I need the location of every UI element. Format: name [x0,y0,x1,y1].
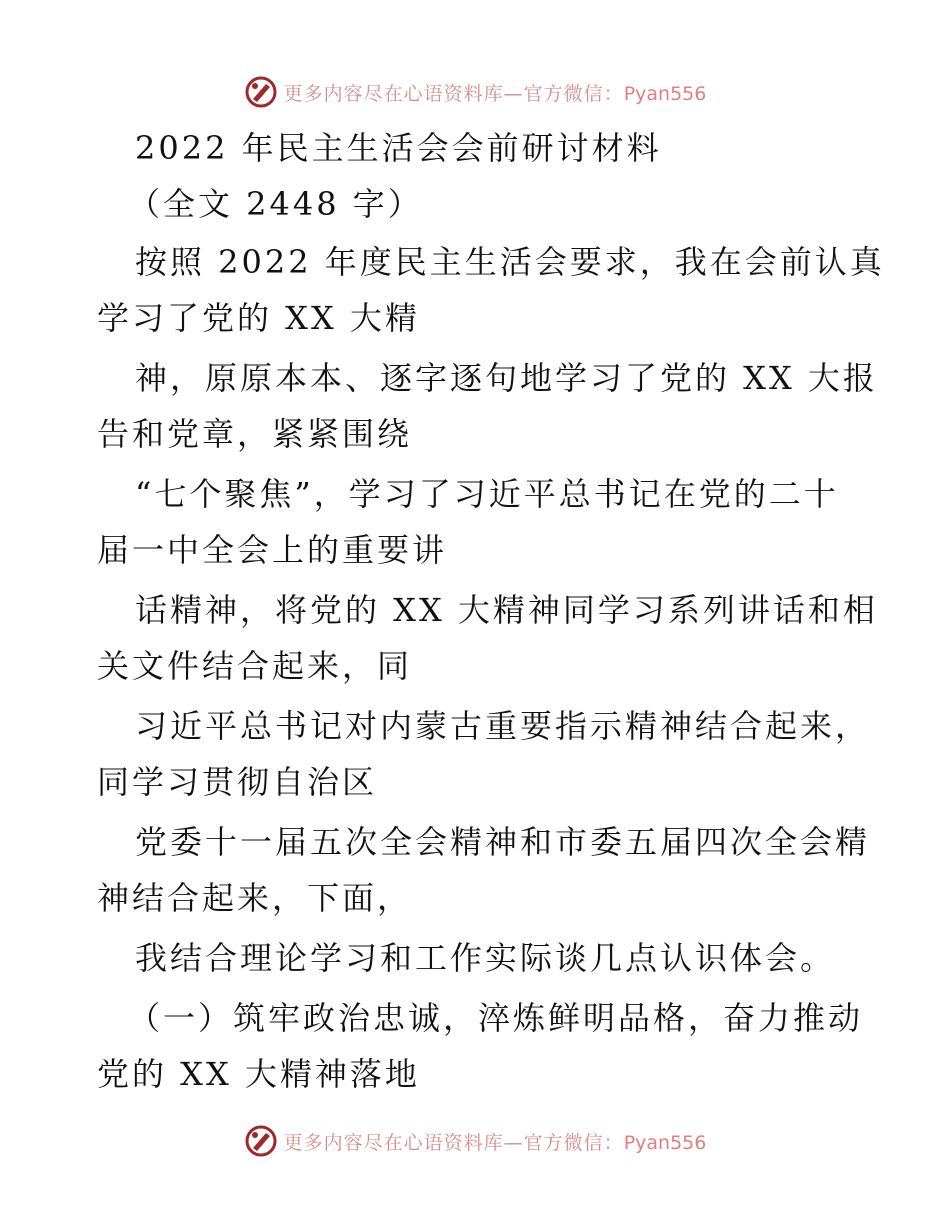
document-title: 2022 年民主生活会会前研讨材料 [135,129,662,167]
section-heading-cont: 党的 XX 大精神落地 [97,1055,420,1093]
paragraph-line: 学习了党的 XX 大精 [97,299,420,337]
paragraph-line: 届一中全会上的重要讲 [97,531,448,569]
footer-watermark [0,1121,950,1161]
watermark-main-text: 更多内容尽在心语资料库 [283,1131,504,1154]
section-heading: （一）筑牢政治忠诚，淬炼鲜明品格，奋力推动 [128,999,864,1037]
watermark-handle: Pyan556 [623,82,707,105]
watermark-handle: Pyan556 [623,1131,707,1154]
header-watermark [0,72,950,112]
watermark-wechat-label: 官方微信： [523,1131,624,1154]
paragraph-line: 我结合理论学习和工作实际谈几点认识体会。 [135,939,836,977]
watermark-wechat-label: 官方微信： [523,82,624,105]
watermark-text [284,79,707,106]
watermark-text [284,1128,707,1155]
watermark-dash: — [503,1131,524,1154]
watermark-main-text: 更多内容尽在心语资料库 [283,82,504,105]
paragraph-line: 同学习贯彻自治区 [97,763,378,801]
paragraph-line: “七个聚焦”，学习了习近平总书记在党的二十 [135,475,839,513]
word-count: （全文 2448 字） [128,185,423,223]
watermark-dash: — [503,82,524,105]
paragraph-line: 党委十一届五次全会精神和市委五届四次全会精 [135,823,871,861]
paragraph-line: 习近平总书记对内蒙古重要指示精神结合起来， [135,707,871,745]
paragraph-line: 神，原原本本、逐字逐句地学习了党的 XX 大报 [135,359,878,397]
paragraph-line: 告和党章，紧紧围绕 [97,415,413,453]
stamp-logo-icon [244,1124,278,1158]
paragraph-line: 关文件结合起来，同 [97,647,413,685]
paragraph-line: 神结合起来，下面， [97,879,413,917]
paragraph-line: 话精神，将党的 XX 大精神同学习系列讲话和相 [135,591,878,629]
stamp-logo-icon [244,75,278,109]
paragraph-line: 按照 2022 年度民主生活会要求，我在会前认真 [135,243,885,281]
